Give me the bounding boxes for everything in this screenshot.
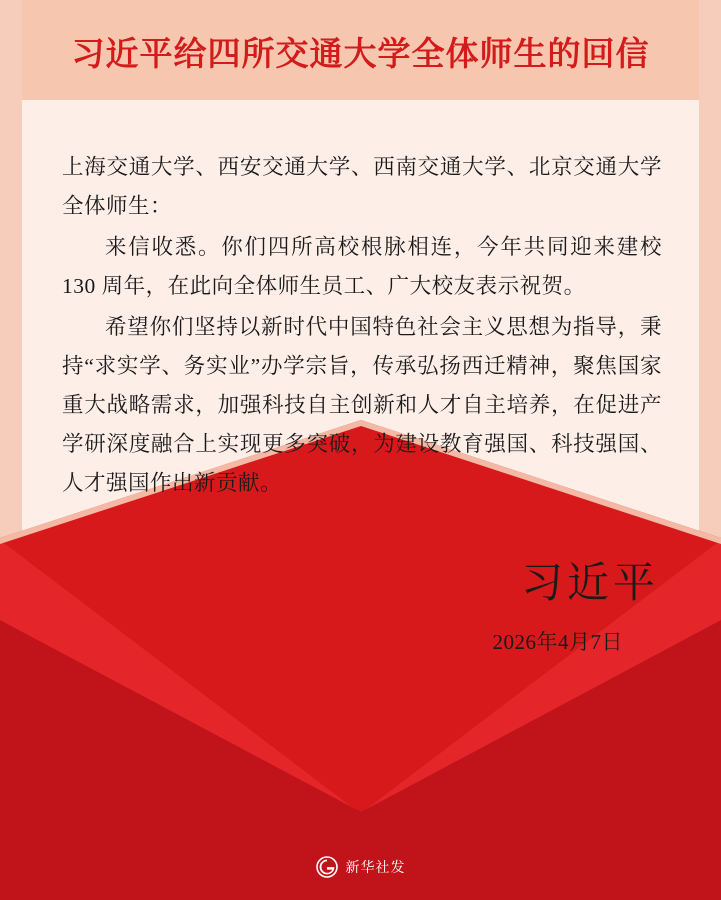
letter-paragraph-1: 来信收悉。你们四所高校根脉相连，今年共同迎来建校 130 周年，在此向全体师生员工、广大校友表示祝贺。 [62, 235, 662, 298]
xinhua-circle-icon [316, 856, 338, 878]
signature-name: 习近平 [520, 561, 659, 607]
letter-salutation: 上海交通大学、西安交通大学、西南交通大学、北京交通大学全体师生： [62, 155, 662, 218]
signature-date: 2026年4月7日 [492, 630, 623, 654]
letter-body [62, 148, 662, 505]
footer-credit [0, 856, 721, 878]
signature-block [239, 556, 659, 656]
page-title: 习近平给四所交通大学全体师生的回信 [71, 37, 650, 73]
letter-paragraph-2: 希望你们坚持以新时代中国特色社会主义思想为指导，秉持“求实学、务实业”办学宗旨，传承弘扬西迁精神，聚焦国家重大战略需求，加强科技自主创新和人才自主培养，在促进产学研深度融合上实现更多突破，为建设教育强国、科技强国、人才强国作出新贡献。 [62, 315, 662, 495]
agency-label: 新华社发 [345, 859, 406, 875]
